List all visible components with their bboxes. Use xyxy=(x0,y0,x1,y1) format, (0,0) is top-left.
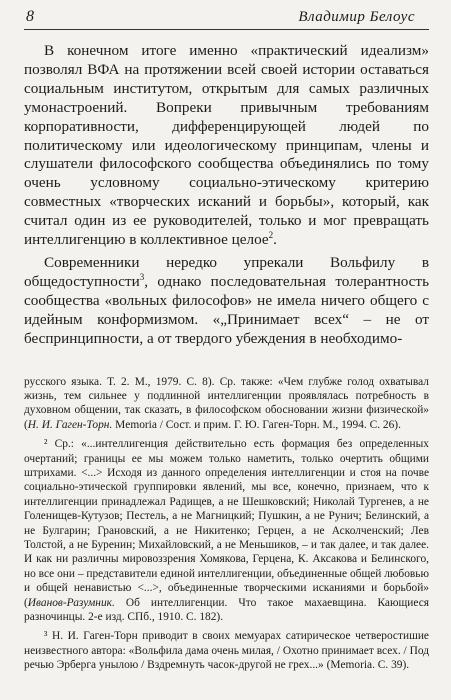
paragraph xyxy=(24,254,429,349)
footnote-text: Memoria / Сост. и прим. Г. Ю. Гаген-Торн. М., 1994. С. 26). xyxy=(112,418,401,431)
paragraph xyxy=(24,42,429,250)
footnote-2 xyxy=(24,437,429,624)
footnotes xyxy=(24,375,429,673)
footnote-continuation xyxy=(24,375,429,433)
footnote-author: Иванов-Разумник. xyxy=(27,596,115,609)
running-header xyxy=(24,0,429,30)
footnote-ref: 3 xyxy=(139,271,145,282)
paragraph-text: , однако последовательная толерантность сообщества «вольных философов» не имела ничего общего с идейным конформизмом. «„Принимает всех“ – не от беспринципности, а от твердого убеждения в необходимо- xyxy=(24,272,429,347)
footnote-text: Об интеллигенции. Что такое махаевщина. Кающиеся разночинцы. 2-е изд. СПб., 1910. С. 182). xyxy=(24,596,429,623)
page-number: 8 xyxy=(26,8,34,25)
footnote-3 xyxy=(24,629,429,672)
footnote-text: ² Ср.: «...интеллигенция действительно есть формация без определенных очертаний; границы ее мы можем только наметить, только очертить общими штрихами. <...> Исходя из данного определения интеллигенции и стоя на почве социально-этической группировки явлений, мы все, конечно, признаем, что к интеллигенции принадлежал Радищев, а не Шешковский; Николай Тургенев, а не Голенищев-Кутузов; Пестель, а не Магницкий; Пушкин, а не Рунич; Белинский, а не Булгарин; Грановский, а не Никитенко; Герцен, а не Асколченский; Лев Толстой, а не Буренин; Михайловский, а не Меньшиков, – и так далее, и так далее. И как ни различны мировоззрения Хомякова, Герцена, К. Аксакова и Белинского, но все они – представители единой интеллигенции, объединенные общей любовью и общей ненавистью <...>, объединенные творческими исканиями и борьбой» ( xyxy=(24,438,429,609)
main-text xyxy=(24,42,429,349)
footnote-text: ³ Н. И. Гаген-Торн приводит в своих мемуарах сатирическое четверостишие неизвестного автора: «Вольфила дама очень милая, / Охотно принимает всех. / Под речью Эрберга унылою / Вздремнуть часок-другой не грех...» (Memoria. С. 39). xyxy=(24,630,429,672)
footnote-ref: 2 xyxy=(268,230,274,240)
footnote-text: русского языка. Т. 2. М., 1979. С. 8). Ср. также: «Чем глубже голод охватывал жизнь, тем сильнее у подлинной интеллигенции проявлялась потребность в духовном общении, так сказать, в философском обосновании жизни физической» ( xyxy=(24,375,429,431)
running-head-author: Владимир Белоус xyxy=(298,9,415,25)
footnote-author: Н. И. Гаген-Торн. xyxy=(27,418,113,431)
paragraph-text: . xyxy=(273,231,277,249)
paragraph-text: Современники нередко упрекали Вольфилу в общедоступности xyxy=(24,253,429,290)
paragraph-text: В конечном итоге именно «практический идеализм» позволял ВФА на протяжении всей своей истории оставаться социальным институтом, открытым для самых различных умонастроений. Вопреки привычным требованиям корпоративности, дифференцирующей людей по политическому или идеологическому принципам, члены и слушатели философского сообщества объединялись по тому очень условному социально-этическому критерию совместных «творческих исканий и борьбы», который, как считал один из ее руководителей, только и мог превращать интеллигенцию в коллективное целое xyxy=(24,42,429,249)
